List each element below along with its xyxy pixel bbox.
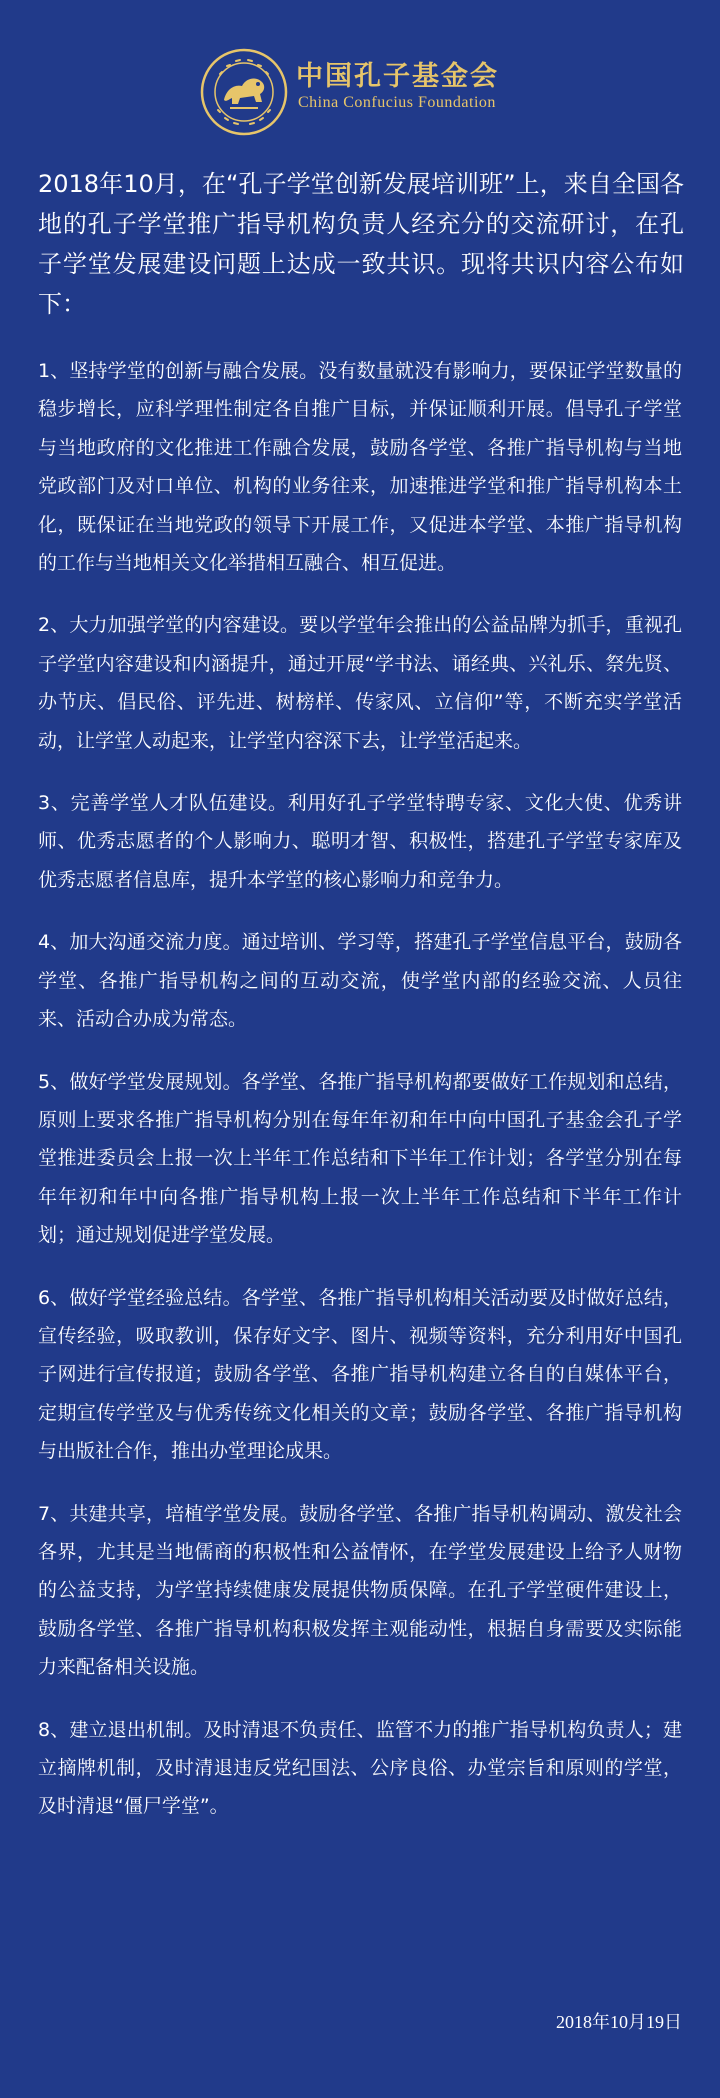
consensus-item-4: 4、加大沟通交流力度。通过培训、学习等，搭建孔子学堂信息平台，鼓励各学堂、各推广指导机构之间的互动交流，使学堂内部的经验交流、人员往来、活动合办成为常态。: [38, 931, 682, 1031]
consensus-item-3: 3、完善学堂人才队伍建设。利用好孔子学堂特聘专家、文化大使、优秀讲师、优秀志愿者的个人影响力、聪明才智、积极性，搭建孔子学堂专家库及优秀志愿者信息库，提升本学堂的核心影响力和竞争力。: [38, 792, 682, 891]
consensus-item-8: 8、建立退出机制。及时清退不负责任、监管不力的推广指导机构负责人；建立摘牌机制，及时清退违反党纪国法、公序良俗、办堂宗旨和原则的学堂，及时清退“僵尸学堂”。: [38, 1718, 682, 1818]
consensus-item-7: 7、共建共享，培植学堂发展。鼓励各学堂、各推广指导机构调动、激发社会各界，尤其是当地儒商的积极性和公益情怀，在学堂发展建设上给予人财物的公益支持，为学堂持续健康发展提供物质保障。在孔子学堂硬件建设上，鼓励各学堂、各推广指导机构积极发挥主观能动性，根据自身需要及实际能力来配备相关设施。: [38, 1502, 682, 1679]
consensus-item-6: 6、做好学堂经验总结。各学堂、各推广指导机构相关活动要及时做好总结，宣传经验，吸取教训，保存好文字、图片、视频等资料，充分利用好中国孔子网进行宣传报道；鼓励各学堂、各推广指导机构建立各自的自媒体平台，定期宣传学堂及与优秀传统文化相关的文章；鼓励各学堂、各推广指导机构与出版社合作，推出办堂理论成果。: [38, 1286, 682, 1463]
consensus-item-1: 1、坚持学堂的创新与融合发展。没有数量就没有影响力，要保证学堂数量的稳步增长，应科学理性制定各自推广目标，并保证顺利开展。倡导孔子学堂与当地政府的文化推进工作融合发展，鼓励各学堂、各推广指导机构与当地党政部门及对口单位、机构的业务往来，加速推进学堂和推广指导机构本土化，既保证在当地党政的领导下开展工作，又促进本学堂、本推广指导机构的工作与当地相关文化举措相互融合、相互促进。: [38, 360, 682, 575]
foundation-name-cn: 中国孔子基金会: [296, 61, 499, 92]
header: [0, 44, 720, 124]
consensus-item-5: 5、做好学堂发展规划。各学堂、各推广指导机构都要做好工作规划和总结，原则上要求各推广指导机构分别在每年年初和年中向中国孔子基金会孔子学堂推进委员会上报一次上半年工作总结和下半年工作计划；各学堂分别在每年年初和年中向各推广指导机构上报一次上半年工作总结和下半年工作计划；通过规划促进学堂发展。: [38, 1070, 682, 1247]
consensus-item-2: 2、大力加强学堂的内容建设。要以学堂年会推出的公益品牌为抓手，重视孔子学堂内容建设和内涵提升，通过开展“学书法、诵经典、兴礼乐、祭先贤、办节庆、倡民俗、评先进、树榜样、传家风、立信仰”等，不断充实学堂活动，让学堂人动起来，让学堂内容深下去，让学堂活起来。: [38, 614, 682, 752]
foundation-seal-logo: [200, 48, 288, 136]
foundation-name-en: China Confucius Foundation: [298, 94, 496, 111]
publish-date: 2018年10月19日: [556, 2012, 682, 2032]
intro-paragraph: 2018年10月，在“孔子学堂创新发展培训班”上，来自全国各地的孔子学堂推广指导机构负责人经充分的交流研讨，在孔子学堂发展建设问题上达成一致共识。现将共识内容公布如下：: [38, 170, 684, 318]
consensus-list: [38, 352, 682, 1850]
